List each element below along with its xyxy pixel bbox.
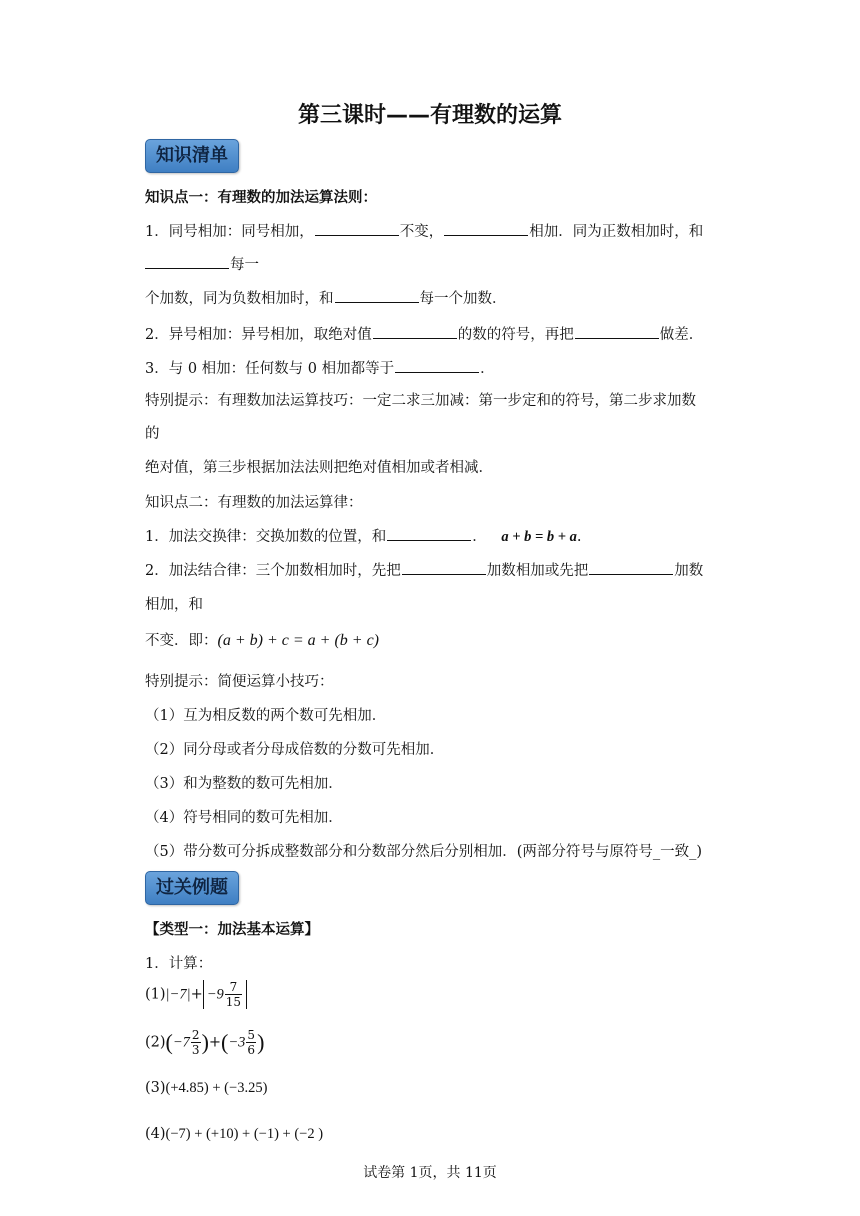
expr-3: (3)(+4.85) + (−3.25) — [145, 1080, 268, 1096]
commutative-formula: a + b = b + a — [501, 529, 577, 545]
kp2-line2-cont: 相加，和 — [145, 597, 203, 613]
kp2-line1: 1．加法交换律：交换加数的位置，和 ． a + b = b + a. — [145, 525, 582, 546]
associative-formula: (a + b) + c = a + (b + c) — [217, 632, 379, 649]
expr-4: (4)(−7) + (+10) + (−1) + (−2 ) — [145, 1126, 324, 1142]
kp1-heading: 知识点一：有理数的加法运算法则： — [145, 190, 377, 206]
expr-2: (2)(−7 $\frac{2}{3}$ )+(−3 $\frac{5}{6}$ ) — [145, 1028, 265, 1057]
blank — [145, 254, 229, 269]
blank — [335, 288, 419, 303]
kp1-line1-cont: 每一 — [145, 253, 259, 274]
kp2-heading: 知识点二：有理数的加法运算律： — [145, 495, 363, 511]
kp2-line2-end: 不变．即：(a + b) + c = a + (b + c) — [145, 632, 379, 649]
kp2-tip-3: （3）和为整数的数可先相加． — [145, 776, 343, 792]
blank — [575, 324, 659, 339]
kp2-tip-4: （4）符号相同的数可先相加． — [145, 810, 343, 826]
section-badge-examples: 过关例题 — [145, 871, 239, 905]
section-badge-knowledge: 知识清单 — [145, 139, 239, 173]
kp2-tip-1: （1）互为相反数的两个数可先相加． — [145, 708, 387, 724]
expr-1: (1)|−7|+ −9 $\frac{7}{15}$ — [145, 980, 247, 1009]
blank — [387, 526, 471, 541]
kp1-line2: 2．异号相加：异号相加，取绝对值 的数的符号，再把 做差． — [145, 323, 703, 344]
kp2-line2: 2．加法结合律：三个加数相加时，先把 加数相加或先把 加数 — [145, 559, 703, 580]
page-footer: 试卷第 1页，共 11页 — [363, 1165, 497, 1181]
blank — [444, 221, 528, 236]
blank — [315, 221, 399, 236]
type1-heading: 【类型一：加法基本运算】 — [145, 922, 319, 938]
kp1-line1-end: 个加数，同为负数相加时，和 每一个加数． — [145, 287, 507, 308]
kp1-tip-cont: 的 — [145, 426, 160, 442]
blank — [589, 560, 673, 575]
kp2-tip-5: （5）带分数可分拆成整数部分和分数部分然后分别相加．(两部分符号与原符号_一致_) — [145, 844, 703, 860]
blank — [402, 560, 486, 575]
kp1-line1: 1．同号相加：同号相加， 不变， 相加．同为正数相加时，和 — [145, 220, 703, 241]
kp2-tip-2: （2）同分母或者分母成倍数的分数可先相加． — [145, 742, 445, 758]
kp1-line3: 3．与 0 相加：任何数与 0 相加都等于 ． — [145, 357, 495, 378]
question-1: 1．计算： — [145, 956, 213, 972]
blank — [395, 358, 479, 373]
kp1-tip-end: 绝对值，第三步根据加法法则把绝对值相加或者相减． — [145, 460, 493, 476]
page-title: 第三课时——有理数的运算 — [297, 103, 562, 128]
kp2-tip-heading: 特别提示：简便运算小技巧： — [145, 674, 334, 690]
kp1-tip: 特别提示：有理数加法运算技巧：一定二求三加减：第一步定和的符号，第二步求加数 — [145, 393, 696, 409]
blank — [373, 324, 457, 339]
